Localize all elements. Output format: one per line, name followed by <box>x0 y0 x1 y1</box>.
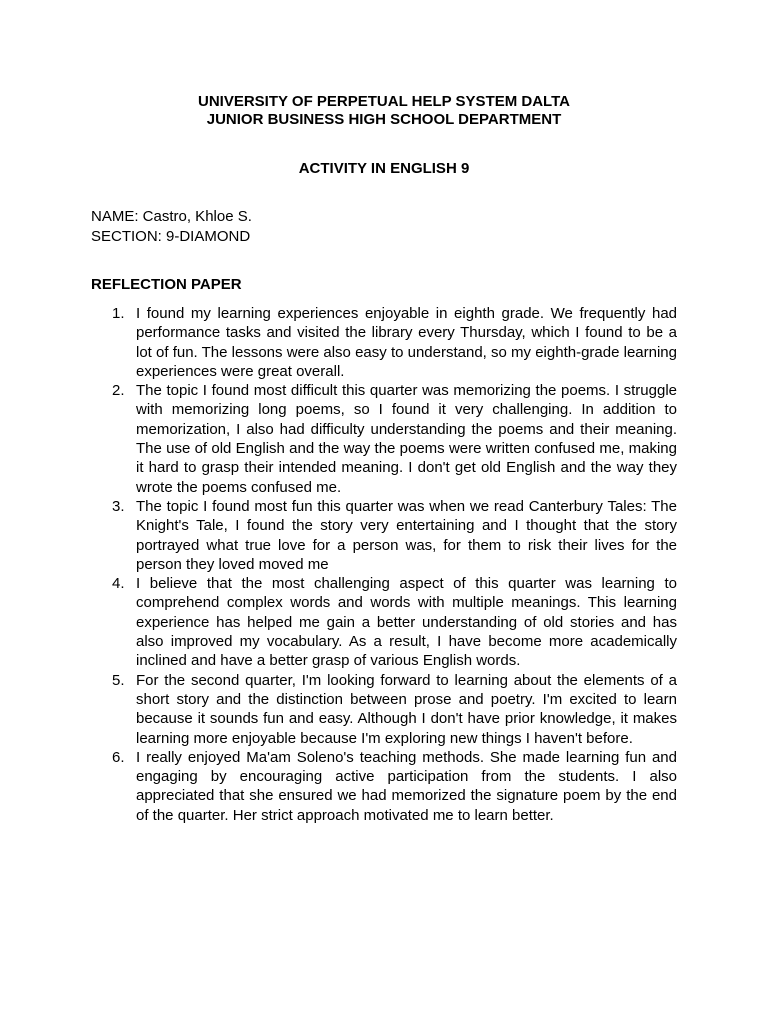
student-info <box>91 207 252 247</box>
item-number: 4. <box>112 575 125 593</box>
item-text: For the second quarter, I'm looking forward to learning about the elements of a short story and the distinction between prose and poetry. I'm excited to learn because it sounds fun and easy. Although I don't have prior knowledge, it makes learning more enjoyable because I'm exploring new things I haven't before. <box>136 671 677 747</box>
reflection-item <box>91 671 677 748</box>
reflection-item <box>91 748 677 825</box>
reflection-item <box>91 381 677 497</box>
item-text: I found my learning experiences enjoyable in eighth grade. We frequently had performance tasks and visited the library every Thursday, which I found to be a lot of fun. The lessons were also easy to understand, so my eighth-grade learning experiences were great overall. <box>136 305 677 380</box>
school-name: UNIVERSITY OF PERPETUAL HELP SYSTEM DALTA <box>198 93 570 110</box>
item-text: The topic I found most fun this quarter was when we read Canterbury Tales: The Knight's Tale, I found the story very entertaining and I thought that the story portrayed what true love for a person was, for them to risk their lives for the person they loved moved me <box>136 497 677 573</box>
item-number: 2. <box>112 382 125 400</box>
reflection-list <box>91 304 677 825</box>
reflection-item <box>91 304 677 381</box>
student-name: NAME: Castro, Khloe S. <box>91 208 252 225</box>
item-text: The topic I found most difficult this quarter was memorizing the poems. I struggle with memorizing long poems, so I found it very challenging. In addition to memorization, I also had difficulty understanding the poems and their meaning. The use of old English and the way the poems were written confused me, making it hard to grasp their intended meaning. I don't get old English and the way they wrote the poems confused me. <box>136 382 677 496</box>
student-section: SECTION: 9-DIAMOND <box>91 228 251 245</box>
item-text: I really enjoyed Ma'am Soleno's teaching methods. She made learning fun and engaging by encouraging active participation from the students. I also appreciated that she ensured we had memorized the signature poem by the end of the quarter. Her strict approach motivated me to learn better. <box>136 748 677 824</box>
reflection-heading: REFLECTION PAPER <box>91 276 242 293</box>
activity-title: ACTIVITY IN ENGLISH 9 <box>298 160 470 177</box>
reflection-item <box>91 574 677 670</box>
department-name: JUNIOR BUSINESS HIGH SCHOOL DEPARTMENT <box>206 111 562 128</box>
item-number: 5. <box>112 671 125 689</box>
item-number: 6. <box>112 748 125 766</box>
item-number: 1. <box>112 305 125 322</box>
item-number: 3. <box>112 497 125 515</box>
document-header <box>0 93 768 129</box>
item-text: I believe that the most challenging aspect of this quarter was learning to comprehend complex words and words with multiple meanings. This learning experience has helped me gain a better understanding of old stories and has also improved my vocabulary. As a result, I have become more academically inclined and have a better grasp of various English words. <box>136 575 677 670</box>
reflection-item <box>91 497 677 574</box>
